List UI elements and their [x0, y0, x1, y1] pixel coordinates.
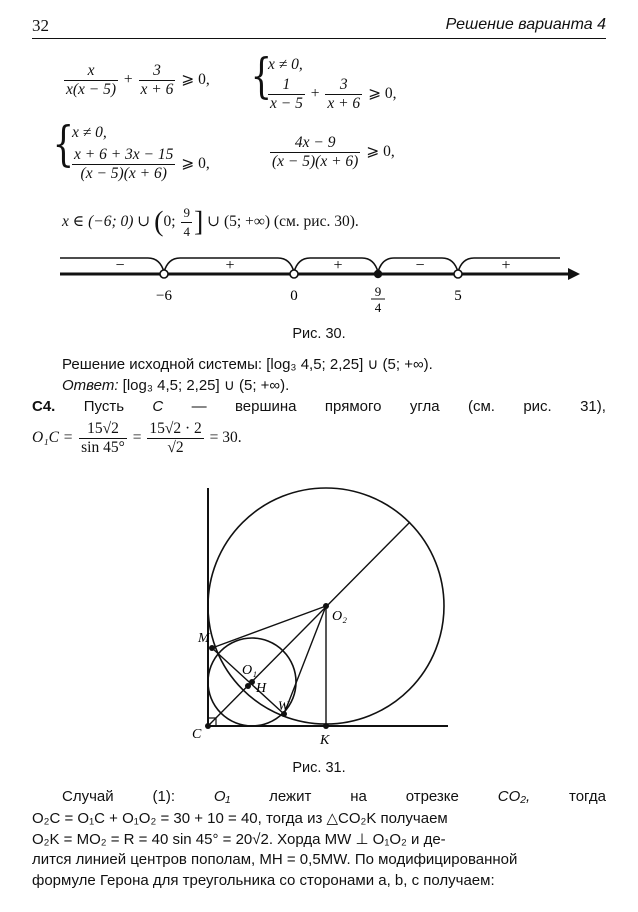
- tick-label: 0: [290, 288, 298, 304]
- label-H: H: [256, 681, 267, 696]
- point-C: [205, 723, 211, 729]
- running-head: Решение варианта 4: [445, 16, 606, 33]
- system-brace: {: [52, 116, 74, 172]
- sign-label: −: [415, 257, 425, 274]
- fraction: $\frac{3}{x + 6}$: [140, 62, 174, 98]
- number-line-figure: [60, 244, 580, 318]
- tick-label: 5: [454, 288, 462, 304]
- label-O2: O₂: [332, 609, 347, 624]
- interval-arc: [60, 258, 164, 272]
- paragraph-line: лится линией центров пополам, MH = 0,5MW. По модифицированной: [32, 851, 518, 868]
- paragraph-line: Случай (1): O₁ лежит на отрезке CO₂, тогда: [62, 788, 606, 805]
- system-line: $\frac{1}{x - 5}$ + $\frac{3}{x + 6}$ ⩾ 0,: [270, 76, 397, 112]
- fraction: $\frac{15√2}{\sin 45^\circ}$: [81, 420, 125, 456]
- arrow-head-icon: [568, 268, 580, 280]
- paragraph-line: формуле Герона для треугольника со сторонами a, b, c получаем:: [32, 872, 495, 889]
- label-M: M: [198, 631, 210, 646]
- page-header: [32, 14, 606, 39]
- label-W: W: [278, 698, 289, 713]
- figure-caption: Рис. 30.: [292, 326, 346, 342]
- fraction: $\frac{9}{4}$: [183, 205, 190, 239]
- point-K: [323, 723, 329, 729]
- figure-caption: Рис. 31.: [292, 760, 346, 776]
- page-number: 32: [32, 16, 49, 35]
- paragraph-line: O₂C = O₁C + O₁O₂ = 30 + 10 = 40, тогда из △CO₂K получаем: [32, 810, 448, 827]
- tick-label: −6: [156, 288, 172, 304]
- c4-line: C4. Пусть C — вершина прямого угла (см. рис. 31),: [32, 398, 606, 415]
- tick-label: 9: [374, 284, 382, 299]
- system-line: $\frac{x + 6 + 3x - 15}{(x - 5)(x + 6)}$ ⩾ 0,: [74, 146, 210, 182]
- label-K: K: [320, 733, 330, 748]
- fraction: $\frac{3}{x + 6}$: [327, 76, 361, 112]
- system-line: x ≠ 0,: [72, 124, 107, 141]
- paragraph-line: O₂K = MO₂ = R = 40 sin 45° = 20√2. Хорда MW ⊥ O₁O₂ и де-: [32, 831, 446, 848]
- fraction: $\frac{1}{x - 5}$: [270, 76, 303, 112]
- fraction: $\frac{x + 6 + 3x - 15}{(x - 5)(x + 6)}$: [74, 146, 174, 182]
- open-point: [290, 270, 298, 278]
- chord-MW: [212, 648, 284, 714]
- system-brace: {: [250, 48, 272, 104]
- closed-point: [374, 270, 382, 278]
- open-point: [454, 270, 462, 278]
- fraction: $\frac{4x - 9}{(x - 5)(x + 6)}$: [272, 134, 359, 170]
- c4-formula: O₁C = $\frac{15√2}{\sin 45^\circ}$ = $\frac{15√2 \cdot 2}{√2}$ = 30.: [32, 420, 242, 456]
- tick-label: 4: [374, 300, 382, 315]
- sign-label: +: [333, 257, 343, 274]
- equation-3: x ∈ (−6; 0) ∪ (0; $\frac{9}{4}$ ] ∪ (5; +∞) (см. рис. 30).: [62, 205, 359, 239]
- system-line: x ≠ 0,: [268, 56, 303, 73]
- sign-label: +: [501, 257, 511, 274]
- answer-label: Ответ:: [62, 377, 119, 394]
- sign-label: −: [115, 257, 125, 274]
- answer-value: [log₃ 4,5; 2,25] ∪ (5; +∞).: [122, 377, 290, 394]
- answer-line: [62, 376, 289, 394]
- fraction: $\frac{x}{x(x - 5)}$: [66, 62, 117, 98]
- problem-label: C4.: [32, 398, 56, 415]
- geometry-figure: [186, 478, 456, 750]
- label-O1: O₁: [242, 663, 257, 678]
- point-H: [245, 683, 251, 689]
- equation-1: $\frac{x}{x(x - 5)}$ + $\frac{3}{x + 6}$ ⩾ 0,: [66, 62, 210, 98]
- point-M: [209, 645, 215, 651]
- equation-2b: $\frac{4x - 9}{(x - 5)(x + 6)}$ ⩾ 0,: [272, 134, 395, 170]
- label-C: C: [192, 727, 202, 742]
- point-O2: [323, 603, 329, 609]
- sign-label: +: [225, 257, 235, 274]
- open-point: [160, 270, 168, 278]
- fraction: $\frac{15√2 \cdot 2}{√2}$: [149, 420, 202, 456]
- solution-line: Решение исходной системы: [log₃ 4,5; 2,25] ∪ (5; +∞).: [62, 356, 433, 373]
- line-of-centers: [208, 522, 410, 726]
